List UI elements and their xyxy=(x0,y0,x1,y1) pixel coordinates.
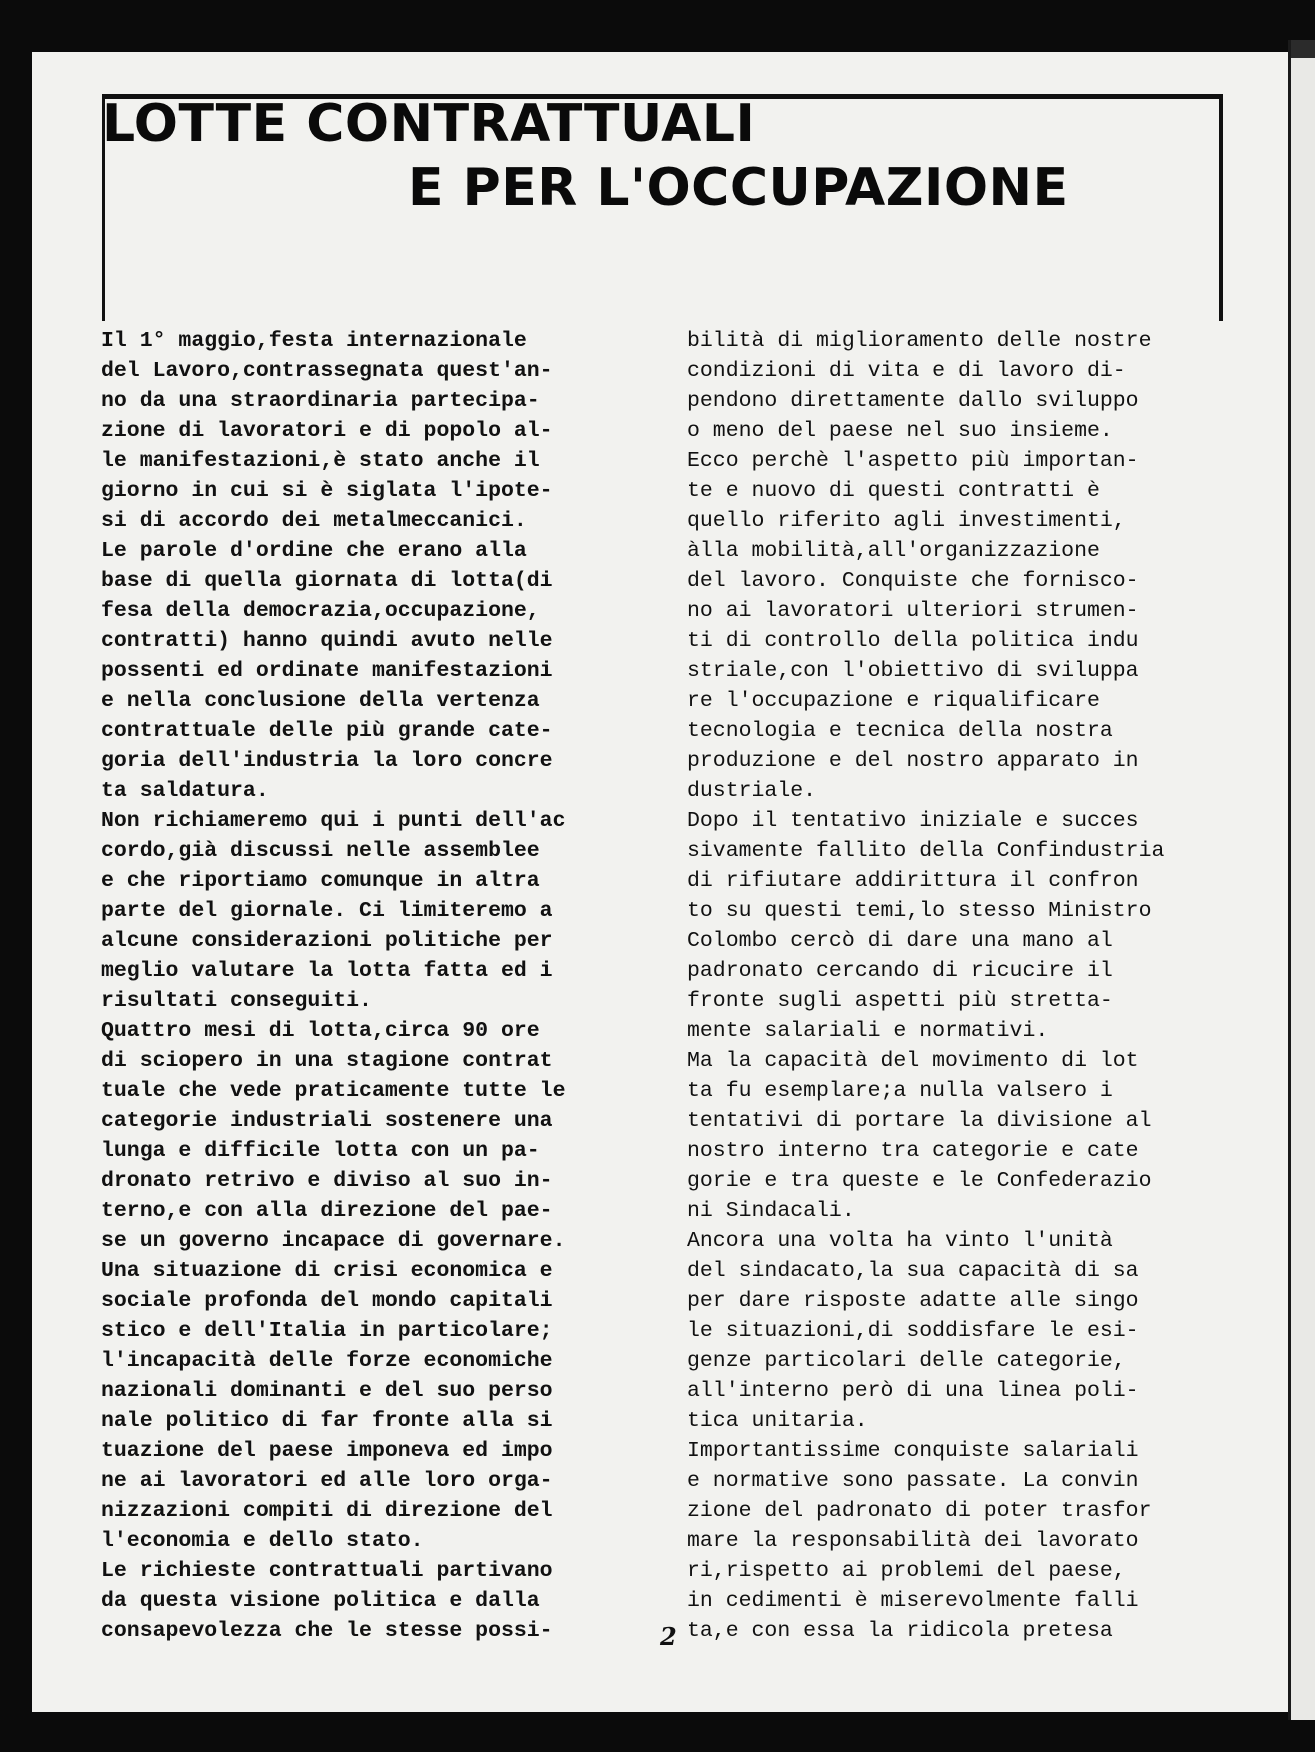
text-line: parte del giornale. Ci limiteremo a xyxy=(101,899,553,923)
text-line: e nella conclusione della vertenza xyxy=(101,689,540,713)
title-line-2: E PER L'OCCUPAZIONE xyxy=(408,158,1069,218)
text-line: giorno in cui si è siglata l'ipote- xyxy=(101,479,553,503)
text-line: e normative sono passate. La convin xyxy=(687,1469,1139,1493)
text-line: ta saldatura. xyxy=(101,779,269,803)
text-line: di rifiutare addirittura il confron xyxy=(687,869,1139,893)
article-column-left xyxy=(101,326,681,1646)
text-line: mente salariali e normativi. xyxy=(687,1019,1049,1043)
text-line: ri,rispetto ai problemi del paese, xyxy=(687,1559,1126,1583)
text-line: bilità di miglioramento delle nostre xyxy=(687,329,1152,353)
text-line: genze particolari delle categorie, xyxy=(687,1349,1126,1373)
text-line: Una situazione di crisi economica e xyxy=(101,1259,553,1283)
text-line: base di quella giornata di lotta(di xyxy=(101,569,553,593)
text-line: goria dell'industria la loro concre xyxy=(101,749,553,773)
text-line: sociale profonda del mondo capitali xyxy=(101,1289,553,1313)
text-line: stico e dell'Italia in particolare; xyxy=(101,1319,553,1343)
text-line: Colombo cercò di dare una mano al xyxy=(687,929,1113,953)
text-line: o meno del paese nel suo insieme. xyxy=(687,419,1113,443)
text-line: ti di controllo della politica indu xyxy=(687,629,1139,653)
title-line-1: LOTTE CONTRATTUALI xyxy=(102,94,756,154)
text-line: le manifestazioni,è stato anche il xyxy=(101,449,540,473)
text-line: condizioni di vita e di lavoro di- xyxy=(687,359,1126,383)
text-line: Ma la capacità del movimento di lot xyxy=(687,1049,1139,1073)
text-line: fesa della democrazia,occupazione, xyxy=(101,599,540,623)
text-line: tuale che vede praticamente tutte le xyxy=(101,1079,566,1103)
page-number: 2 xyxy=(660,1622,677,1651)
text-line: meglio valutare la lotta fatta ed i xyxy=(101,959,553,983)
text-line: risultati conseguiti. xyxy=(101,989,372,1013)
text-line: no ai lavoratori ulteriori strumen- xyxy=(687,599,1139,623)
text-line: Le parole d'ordine che erano alla xyxy=(101,539,527,563)
adjacent-page-edge xyxy=(1288,40,1315,1720)
text-line: Ecco perchè l'aspetto più importan- xyxy=(687,449,1139,473)
text-line: in cedimenti è miserevolmente falli xyxy=(687,1589,1139,1613)
text-line: quello riferito agli investimenti, xyxy=(687,509,1126,533)
text-line: l'incapacità delle forze economiche xyxy=(101,1349,553,1373)
text-line: ne ai lavoratori ed alle loro orga- xyxy=(101,1469,553,1493)
text-line: ni Sindacali. xyxy=(687,1199,855,1223)
text-line: dustriale. xyxy=(687,779,817,803)
article-title xyxy=(102,92,1102,220)
binding-notch xyxy=(1291,40,1315,58)
text-line: si di accordo dei metalmeccanici. xyxy=(101,509,527,533)
text-line: lunga e difficile lotta con un pa- xyxy=(101,1139,540,1163)
text-line: di sciopero in una stagione contrat xyxy=(101,1049,553,1073)
text-line: terno,e con alla direzione del pae- xyxy=(101,1199,553,1223)
text-line: dronato retrivo e diviso al suo in- xyxy=(101,1169,553,1193)
text-line: te e nuovo di questi contratti è xyxy=(687,479,1100,503)
text-line: mare la responsabilità dei lavorato xyxy=(687,1529,1139,1553)
text-line: tica unitaria. xyxy=(687,1409,868,1433)
text-line: Non richiameremo qui i punti dell'ac xyxy=(101,809,566,833)
text-line: àlla mobilità,all'organizzazione xyxy=(687,539,1100,563)
text-line: da questa visione politica e dalla xyxy=(101,1589,540,1613)
text-line: produzione e del nostro apparato in xyxy=(687,749,1139,773)
newsletter-page xyxy=(32,52,1288,1712)
text-line: possenti ed ordinate manifestazioni xyxy=(101,659,553,683)
text-line: sivamente fallito della Confindustria xyxy=(687,839,1165,863)
text-line: no da una straordinaria partecipa- xyxy=(101,389,540,413)
text-line: to su questi temi,lo stesso Ministro xyxy=(687,899,1152,923)
text-line: nale politico di far fronte alla si xyxy=(101,1409,553,1433)
text-line: ta fu esemplare;a nulla valsero i xyxy=(687,1079,1113,1103)
text-line: striale,con l'obiettivo di sviluppa xyxy=(687,659,1139,683)
article-column-right xyxy=(687,326,1267,1646)
text-line: pendono direttamente dallo sviluppo xyxy=(687,389,1139,413)
text-line: contrattuale delle più grande cate- xyxy=(101,719,553,743)
text-line: re l'occupazione e riqualificare xyxy=(687,689,1100,713)
text-line: cordo,già discussi nelle assemblee xyxy=(101,839,540,863)
text-line: per dare risposte adatte alle singo xyxy=(687,1289,1139,1313)
text-line: categorie industriali sostenere una xyxy=(101,1109,553,1133)
text-line: del lavoro. Conquiste che fornisco- xyxy=(687,569,1139,593)
text-line: le situazioni,di soddisfare le esi- xyxy=(687,1319,1139,1343)
text-line: zione del padronato di poter trasfor xyxy=(687,1499,1152,1523)
text-line: consapevolezza che le stesse possi- xyxy=(101,1619,553,1643)
text-line: fronte sugli aspetti più stretta- xyxy=(687,989,1113,1013)
text-line: nostro interno tra categorie e cate xyxy=(687,1139,1139,1163)
text-line: Quattro mesi di lotta,circa 90 ore xyxy=(101,1019,540,1043)
text-line: del Lavoro,contrassegnata quest'an- xyxy=(101,359,553,383)
text-line: zione di lavoratori e di popolo al- xyxy=(101,419,553,443)
text-line: padronato cercando di ricucire il xyxy=(687,959,1113,983)
text-line: gorie e tra queste e le Confederazio xyxy=(687,1169,1152,1193)
text-line: e che riportiamo comunque in altra xyxy=(101,869,540,893)
text-line: nazionali dominanti e del suo perso xyxy=(101,1379,553,1403)
text-line: ta,e con essa la ridicola pretesa xyxy=(687,1619,1113,1643)
text-line: se un governo incapace di governare. xyxy=(101,1229,566,1253)
text-line: Importantissime conquiste salariali xyxy=(687,1439,1139,1463)
text-line: alcune considerazioni politiche per xyxy=(101,929,553,953)
text-line: tecnologia e tecnica della nostra xyxy=(687,719,1113,743)
text-line: l'economia e dello stato. xyxy=(101,1529,424,1553)
text-line: Ancora una volta ha vinto l'unità xyxy=(687,1229,1113,1253)
text-line: tentativi di portare la divisione al xyxy=(687,1109,1152,1133)
text-line: Dopo il tentativo iniziale e succes xyxy=(687,809,1139,833)
text-line: Le richieste contrattuali partivano xyxy=(101,1559,553,1583)
text-line: del sindacato,la sua capacità di sa xyxy=(687,1259,1139,1283)
text-line: all'interno però di una linea poli- xyxy=(687,1379,1139,1403)
text-line: contratti) hanno quindi avuto nelle xyxy=(101,629,553,653)
text-line: Il 1° maggio,festa internazionale xyxy=(101,329,527,353)
text-line: tuazione del paese imponeva ed impo xyxy=(101,1439,553,1463)
text-line: nizzazioni compiti di direzione del xyxy=(101,1499,553,1523)
